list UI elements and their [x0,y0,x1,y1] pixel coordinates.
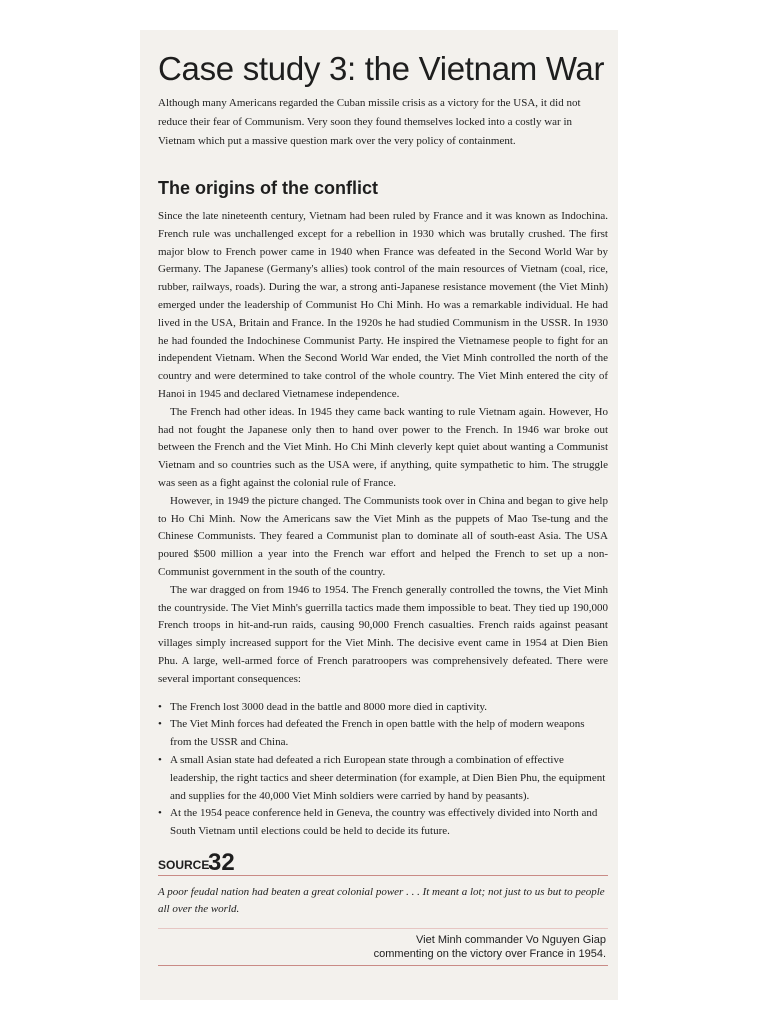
intro-paragraph: Although many Americans regarded the Cuban missile crisis as a victory for the USA, it did not reduce their fear of Communism. Very soon they found themselves locked into a costly war in Vietnam which put a massive question mark over the very policy of containment. [158,97,581,147]
bullet-marker: • [158,753,162,766]
list-item [158,699,608,717]
bullet-marker: • [158,718,162,731]
bullet-marker: • [158,807,162,820]
list-item [158,752,608,805]
source-label: SOURCE [158,857,210,872]
source-header [158,849,608,876]
divider [158,965,608,966]
section-heading: The origins of the conflict [158,178,378,198]
list-item [158,716,608,752]
bullet-marker: • [158,700,162,713]
body-paragraph-1: Since the late nineteenth century, Vietnam had been ruled by France and it was known as Indochina. French rule was unchallenged except for a rebellion in 1930 which was brutally crushed. The first major blow to French power came in 1940 when France was defeated in the Second World War by Germany. The Japanese (Germany's allies) took control of the main resources of Vietnam (coal, rice, rubber, railways, roads). During the war, a strong anti-Japanese resistance movement (the Viet Minh) emerged under the leadership of Communist Ho Chi Minh. Ho was a remarkable individual. He had lived in the USA, Britain and France. In the 1920s he had studied Communism in the USSR. In 1930 he had founded the Indochinese Communist Party. He inspired the Vietnamese people to fight for an independent Vietnam. When the Second World War ended, the Viet Minh controlled the north of the country and were determined to take control of the whole country. The Viet Minh entered the city of Hanoi in 1945 and declared Vietnamese independence. [158,210,608,400]
attribution-line-1: Viet Minh commander Vo Nguyen Giap [416,933,606,946]
source-attribution [158,933,608,961]
body-paragraph-3: However, in 1949 the picture changed. The Communists took over in China and began to give help to Ho Chi Minh. Now the Americans saw the Viet Minh as the puppets of Mao Tse-tung and the Chinese Communists. They feared a Communist plan to dominate all of south-east Asia. The USA poured $500 million a year into the French war effort and helped the French to set up a non-Communist government in the south of the country. [158,494,608,578]
list-item-text: A small Asian state had defeated a rich European state through a combination of effective leadership, the right tactics and sheer determination (for example, at Dien Bien Phu, the equipment and supplies for the 40,000 Viet Minh soldiers were carried by hand by peasants). [170,753,606,802]
textbook-page [140,30,618,1000]
page-title: Case study 3: the Vietnam War [158,50,605,87]
list-item-text: The French lost 3000 dead in the battle and 8000 more died in captivity. [170,700,487,713]
body-paragraph-2: The French had other ideas. In 1945 they came back wanting to rule Vietnam again. However, Ho had not fought the Japanese only then to hand over power to the French. In 1946 war broke out between the French and the Viet Minh. Ho Chi Minh cleverly kept quiet about wanting a Communist Vietnam and so countries such as the USA were, if anything, quite sympathetic to him. The struggle was seen as a fight against the colonial rule of France. [158,405,608,489]
divider [158,928,608,929]
source-number: 32 [208,848,235,876]
consequences-list [158,699,608,841]
list-item-text: The Viet Minh forces had defeated the French in open battle with the help of modern weapons from the USSR and China. [170,718,585,749]
source-quote: A poor feudal nation had beaten a great colonial power . . . It meant a lot; not just to us but to people all over the world. [158,885,605,915]
body-paragraph-4: The war dragged on from 1946 to 1954. The French generally controlled the towns, the Viet Minh the countryside. The Viet Minh's guerrilla tactics made them impossible to beat. They tied up 190,000 French troops in hit-and-run raids, causing 90,000 French casualties. French raids against peasant villages simply increased support for the Viet Minh. The decisive event came in 1954 at Dien Bien Phu. A large, well-armed force of French paratroopers was comprehensively defeated. There were several important consequences: [158,583,608,685]
list-item [158,805,608,841]
attribution-line-2: commenting on the victory over France in 1954. [373,947,606,960]
list-item-text: At the 1954 peace conference held in Geneva, the country was effectively divided into North and South Vietnam until elections could be held to decide its future. [170,807,598,838]
